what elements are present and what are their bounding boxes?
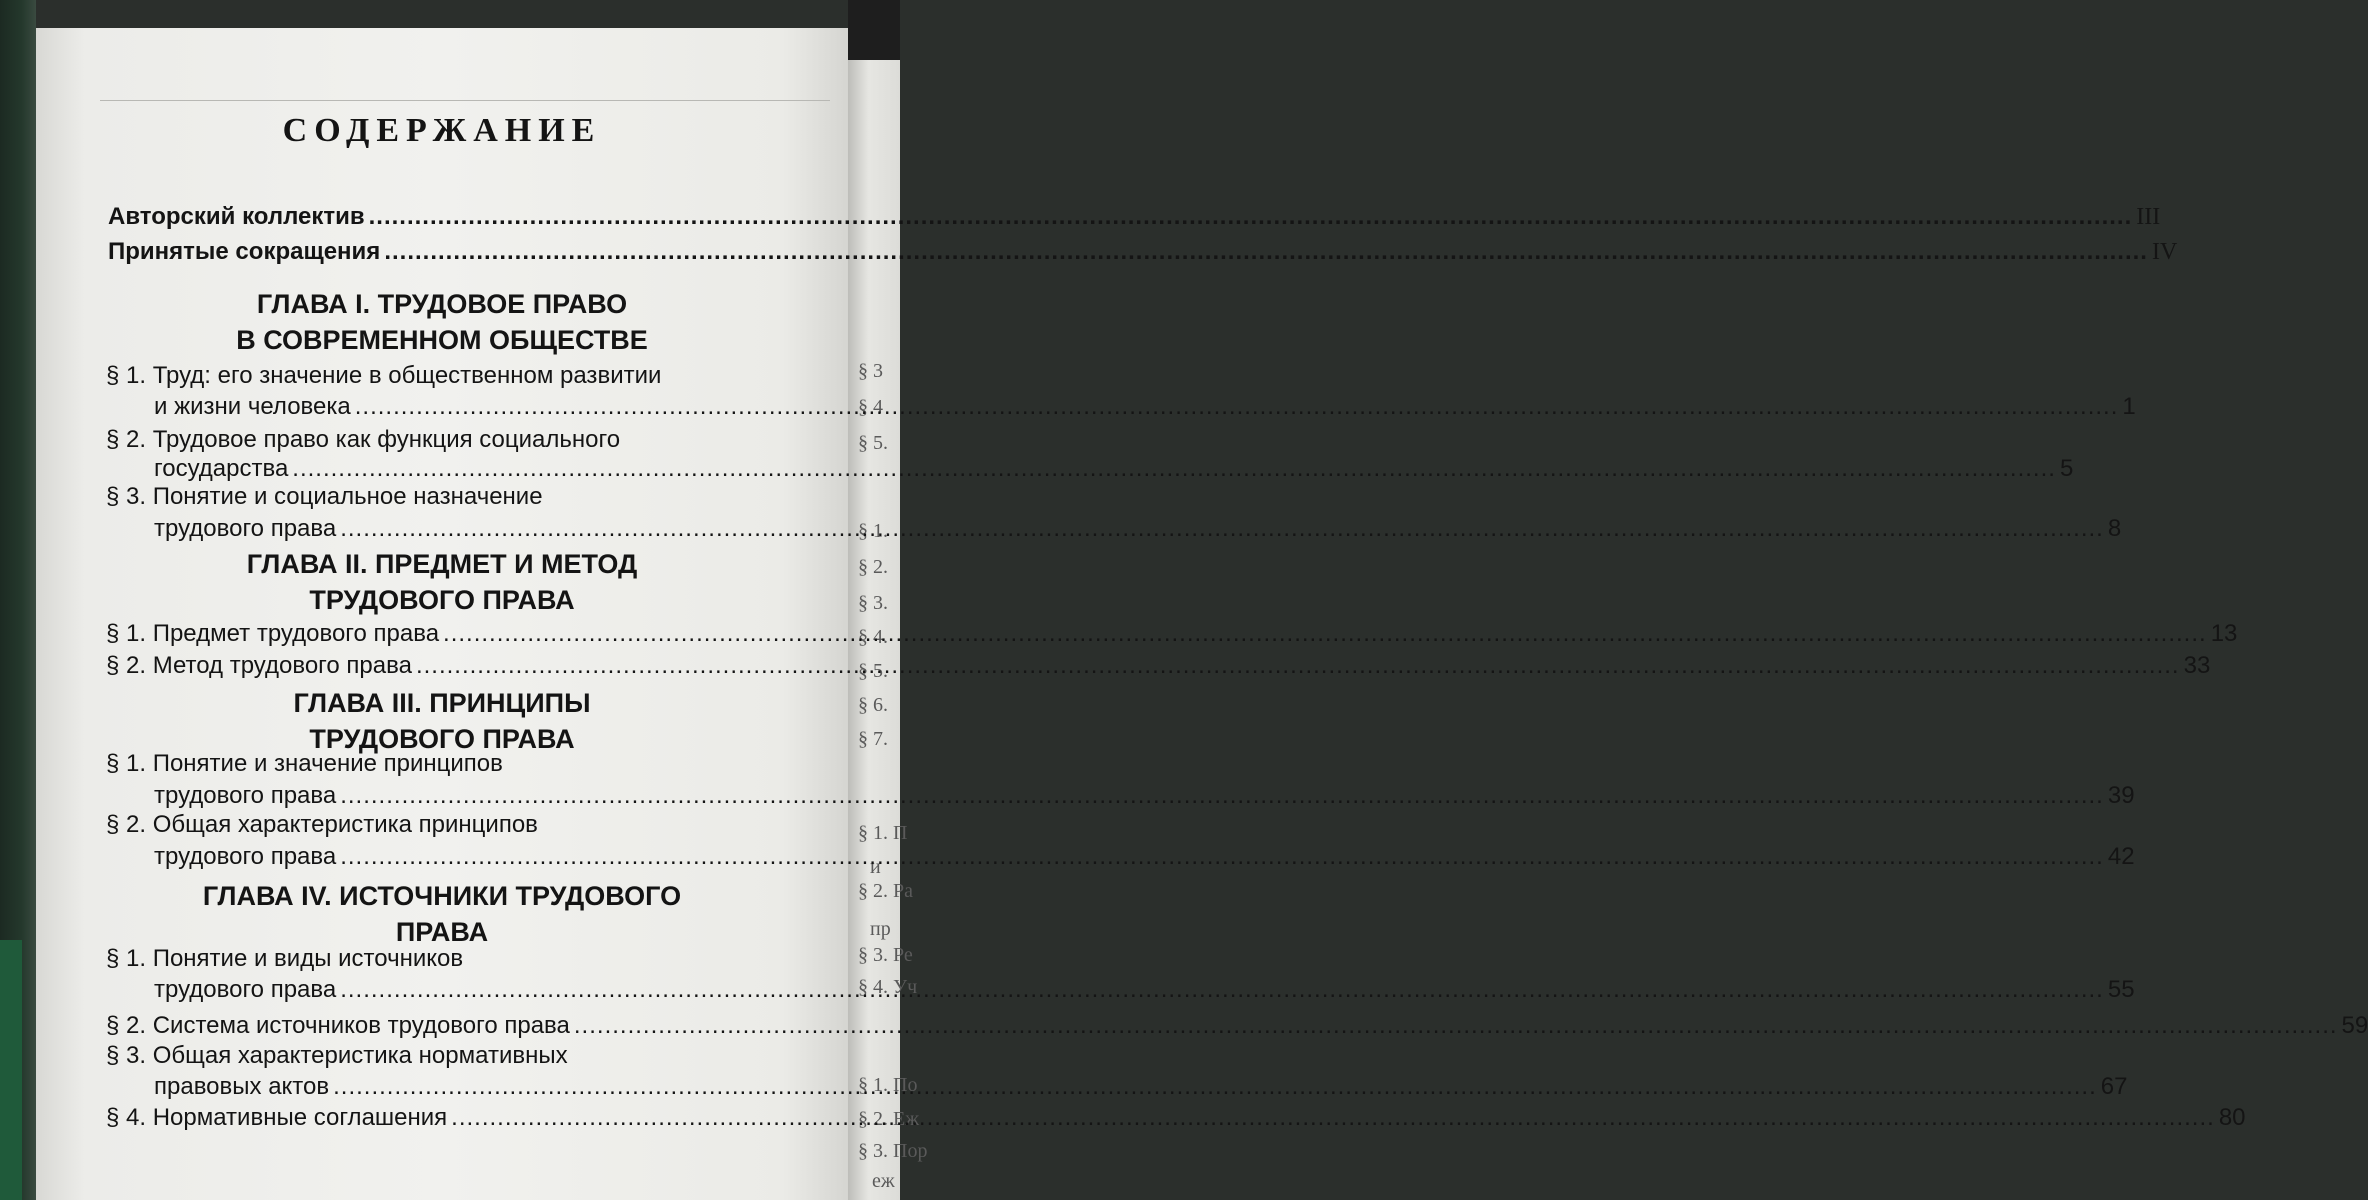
toc-entry-label: § 1. Предмет трудового права: [106, 620, 440, 647]
adjacent-page-fragment: и: [870, 856, 881, 878]
adjacent-page-fragment: § 3. Ре: [858, 944, 913, 966]
leader-dots: [292, 455, 2056, 483]
chapter-title-line: ПРАВА: [395, 917, 489, 947]
leader-dots: [451, 1104, 2215, 1132]
leader-dots: [340, 976, 2104, 1004]
toc-entry-label: Принятые сокращения: [108, 238, 381, 265]
chapter-title-line: ГЛАВА I. ТРУДОВОЕ ПРАВО: [256, 289, 628, 319]
toc-entry-label: § 2. Метод трудового права: [106, 652, 412, 679]
toc-entry-page: 67: [2100, 1073, 2128, 1100]
toc-entry-page: III: [2136, 204, 2161, 230]
chapter-title-line: ТРУДОВОГО ПРАВА: [309, 724, 575, 754]
adjacent-page-fragment: § 1.: [858, 520, 888, 542]
section-title-line2: трудового права: [154, 976, 337, 1003]
leader-dots: [369, 203, 2133, 231]
adjacent-page-fragment: § 4.: [858, 626, 888, 648]
leader-dots: [340, 782, 2104, 810]
chapter-heading[interactable]: [36, 878, 848, 950]
adjacent-page-fragment: § 2.: [858, 556, 888, 578]
adjacent-page-fragment: § 5.: [858, 432, 888, 454]
section-title-line2: трудового права: [154, 515, 337, 542]
adjacent-page-fragment: § 1. П: [858, 822, 908, 844]
toc-entry[interactable]: [154, 515, 2122, 543]
leader-dots: [333, 1073, 2097, 1101]
adjacent-page-fragment: § 4: [858, 396, 883, 418]
leader-dots: [384, 238, 2148, 266]
toc-entry[interactable]: [106, 620, 2238, 648]
toc-entry-page: IV: [2151, 239, 2178, 265]
adjacent-page-fragment: § 4. Уч: [858, 976, 918, 998]
toc-entry[interactable]: [154, 393, 2136, 421]
section-title-line1: § 2. Трудовое право как функция социального: [106, 426, 621, 453]
adjacent-page-fragment: § 5.: [858, 660, 888, 682]
section-title-line2: трудового права: [154, 843, 337, 870]
leader-dots: [340, 515, 2104, 543]
adjacent-page-fragment: пр: [870, 918, 891, 940]
adjacent-page-fragment: § 3.: [858, 592, 888, 614]
adjacent-page-fragment: § 2. Еж: [858, 1108, 920, 1130]
toc-entry-page: 33: [2183, 652, 2211, 679]
chapter-title-line: ГЛАВА III. ПРИНЦИПЫ: [293, 688, 591, 718]
toc-entry-page: 1: [2122, 393, 2136, 420]
spine-cover-green: [0, 940, 22, 1200]
section-title-line1: § 1. Труд: его значение в общественном развитии: [106, 362, 662, 389]
adjacent-page-fragment: § 7.: [858, 728, 888, 750]
section-title-line2: трудового права: [154, 782, 337, 809]
leader-dots: [355, 393, 2119, 421]
toc-entry-page: 39: [2107, 782, 2135, 809]
toc-entry-page: 5: [2059, 455, 2074, 482]
section-title-line1: § 1. Понятие и значение принципов: [106, 750, 503, 777]
leader-dots: [416, 652, 2180, 680]
adjacent-page-fragment: § 6.: [858, 694, 888, 716]
book-spine: [0, 0, 36, 1200]
section-title-line1: § 2. Общая характеристика принципов: [106, 811, 538, 838]
chapter-title-line: В СОВРЕМЕННОМ ОБЩЕСТВЕ: [236, 325, 648, 355]
toc-entry-page: 42: [2107, 843, 2135, 870]
adjacent-page-fragment: § 2. Ра: [858, 880, 913, 902]
toc-entry[interactable]: [108, 203, 2161, 231]
adjacent-page-fragment: § 3. Пор: [858, 1140, 928, 1162]
toc-entry-label: § 2. Система источников трудового права: [106, 1012, 570, 1039]
section-title-line1: § 1. Понятие и виды источников: [106, 945, 464, 972]
adjacent-page-fragment: § 3: [858, 360, 883, 382]
adjacent-page-shadow: [848, 0, 900, 60]
chapter-title-line: ТРУДОВОГО ПРАВА: [309, 585, 575, 615]
toc-entry[interactable]: [154, 455, 2074, 483]
toc-entry[interactable]: [108, 238, 2178, 266]
running-header: [100, 78, 830, 101]
leader-dots: [574, 1012, 2338, 1040]
toc-entry-page: 13: [2210, 620, 2238, 647]
section-title-line2: правовых актов: [154, 1073, 330, 1100]
toc-entry[interactable]: [154, 843, 2135, 871]
chapter-heading[interactable]: [36, 685, 848, 757]
chapter-title-line: ГЛАВА II. ПРЕДМЕТ И МЕТОД: [246, 549, 638, 579]
toc-entry-page: 80: [2218, 1104, 2246, 1131]
toc-entry-label: Авторский коллектив: [108, 203, 365, 230]
toc-entry[interactable]: [106, 652, 2211, 680]
toc-entry-page: 59: [2341, 1012, 2368, 1039]
section-title-line1: § 3. Понятие и социальное назначение: [106, 483, 543, 510]
adjacent-page-fragment: § 1. По: [858, 1074, 918, 1096]
leader-dots: [340, 843, 2104, 871]
toc-entry-page: 55: [2107, 976, 2135, 1003]
leader-dots: [443, 620, 2207, 648]
toc-entry[interactable]: [154, 782, 2135, 810]
chapter-heading[interactable]: [36, 286, 848, 358]
page-title: СОДЕРЖАНИЕ: [282, 112, 602, 149]
section-title-line1: § 3. Общая характеристика нормативных: [106, 1042, 568, 1069]
toc-entry-page: 8: [2107, 515, 2122, 542]
chapter-heading[interactable]: [36, 546, 848, 618]
adjacent-page-fragment: еж: [872, 1170, 895, 1192]
toc-entry-label: § 4. Нормативные соглашения: [106, 1104, 448, 1131]
section-title-line2: государства: [154, 455, 289, 482]
section-title-line2: и жизни человека: [154, 393, 351, 420]
chapter-title-line: ГЛАВА IV. ИСТОЧНИКИ ТРУДОВОГО: [202, 881, 682, 911]
toc-entry[interactable]: [106, 1012, 2368, 1040]
